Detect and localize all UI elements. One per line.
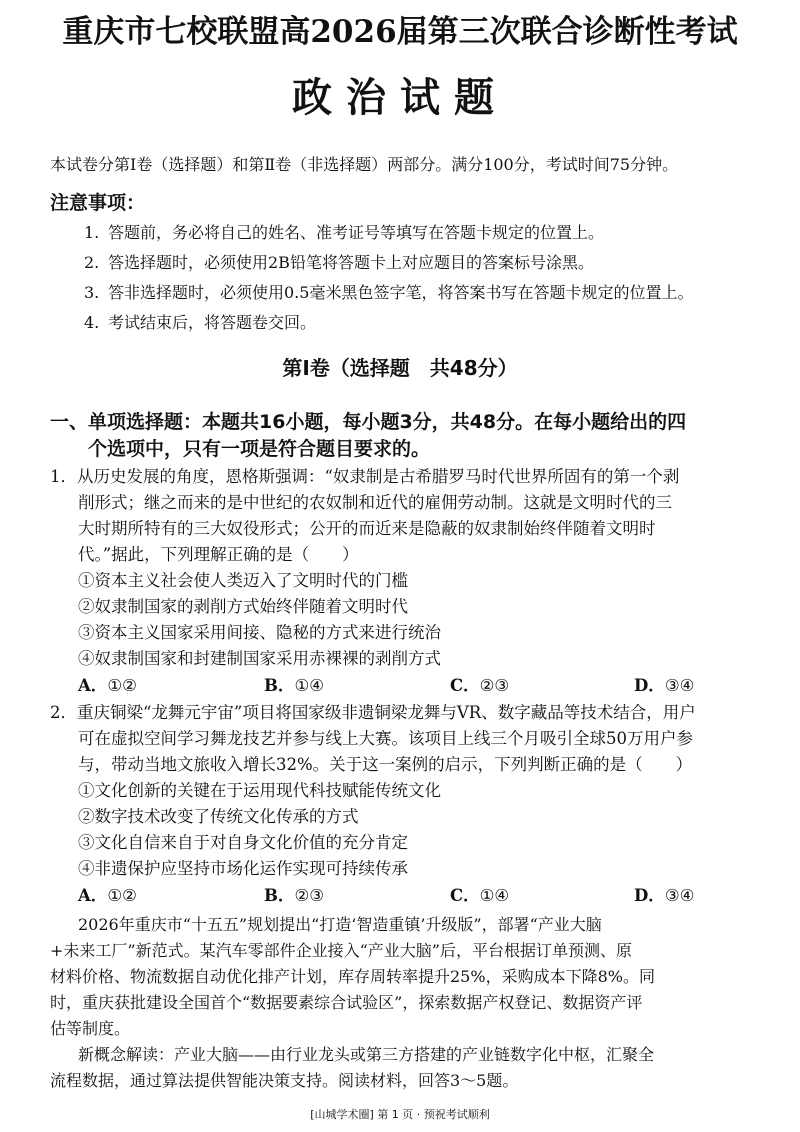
notice-text: 答选择题时，必须使用2B铅笔将答题卡上对应题目的答案标号涂黑。 <box>108 253 594 272</box>
material-line: 新概念解读：产业大脑——由行业龙头或第三方搭建的产业链数字化中枢，汇聚全 <box>78 1045 655 1064</box>
reading-material <box>50 912 770 1094</box>
option-c: C．②③ <box>450 676 510 695</box>
statement: ③文化自信来自于对自身文化价值的充分肯定 <box>78 833 408 852</box>
section-heading <box>50 409 770 463</box>
notice-text: 考试结束后，将答题卷交回。 <box>108 313 317 332</box>
option-a: A．①② <box>78 886 137 905</box>
part-heading: 第Ⅰ卷（选择题 共48分） <box>282 356 518 380</box>
notice-text: 答题前，务必将自己的姓名、准考证号等填写在答题卡规定的位置上。 <box>108 223 605 242</box>
statement: ①资本主义社会使人类迈入了文明时代的门槛 <box>78 571 408 590</box>
question-stem-line: 削形式；继之而来的是中世纪的农奴制和近代的雇佣劳动制。这就是文明时代的三 <box>78 493 672 512</box>
question-stem-line: 可在虚拟空间学习舞龙技艺并参与线上大赛。该项目上线三个月吸引全球50万用户参 <box>78 729 693 748</box>
notice-number: 3. <box>84 283 100 302</box>
notice-number: 4. <box>84 313 100 332</box>
option-b: B．②③ <box>264 886 325 905</box>
notice-item <box>84 248 784 278</box>
material-line: 2026年重庆市“十五五”规划提出“打造‘智造重镇’升级版”，部署“产业大脑 <box>78 915 602 934</box>
notice-number: 1. <box>84 223 100 242</box>
statement: ②数字技术改变了传统文化传承的方式 <box>78 807 359 826</box>
question-stem-line: 2．重庆铜梁“龙舞元宇宙”项目将国家级非遗铜梁龙舞与VR、数字藏品等技术结合，用户 <box>50 703 696 722</box>
question-stem-line: 1．从历史发展的角度，恩格斯强调：“奴隶制是古希腊罗马时代世界所固有的第一个剥 <box>50 467 680 486</box>
section-heading-line: 一、单项选择题：本题共16小题，每小题3分，共48分。在每小题给出的四 <box>50 411 687 433</box>
option-a: A．①② <box>78 676 137 695</box>
section-heading-line: 个选项中，只有一项是符合题目要求的。 <box>88 438 431 460</box>
option-b: B．①④ <box>264 676 325 695</box>
notice-item <box>84 308 784 338</box>
material-line: 时，重庆获批建设全国首个“数据要素综合试验区”，探索数据产权登记、数据资产评 <box>50 993 643 1012</box>
option-c: C．①④ <box>450 886 510 905</box>
page-footer: [山城学术圈] 第 1 页 · 预祝考试顺利 <box>310 1108 490 1121</box>
statement: ④非遗保护应坚持市场化运作实现可持续传承 <box>78 859 408 878</box>
option-d: D．③④ <box>634 886 695 905</box>
statement: ③资本主义国家采用间接、隐秘的方式来进行统治 <box>78 623 441 642</box>
exam-intro: 本试卷分第Ⅰ卷（选择题）和第Ⅱ卷（非选择题）两部分。满分100分，考试时间75分钟。 <box>50 155 679 174</box>
answer-options <box>50 882 770 910</box>
notice-text: 答非选择题时，必须使用0.5毫米黑色签字笔，将答案书写在答题卡规定的位置上。 <box>108 283 694 302</box>
notice-list <box>84 218 784 338</box>
question-stem-line: 代。”据此，下列理解正确的是（ ） <box>78 545 359 564</box>
question-stem-line: 与，带动当地文旅收入增长32%。关于这一案例的启示，下列判断正确的是（ ） <box>78 755 693 774</box>
notice-number: 2. <box>84 253 100 272</box>
question-stem-line: 大时期所特有的三大奴役形式；公开的而近来是隐蔽的奴隶制始终伴随着文明时 <box>78 519 656 538</box>
subject-title: 政治试题 <box>292 74 508 121</box>
exam-title: 重庆市七校联盟高2026届第三次联合诊断性考试 <box>62 14 738 50</box>
statement: ①文化创新的关键在于运用现代科技赋能传统文化 <box>78 781 441 800</box>
statement: ④奴隶制国家和封建制国家采用赤裸裸的剥削方式 <box>78 649 441 668</box>
material-line: 材料价格、物流数据自动优化排产计划，库存周转率提升25%，采购成本下降8%。同 <box>50 967 655 986</box>
notice-heading: 注意事项： <box>50 192 146 214</box>
notice-item <box>84 278 784 308</box>
material-line: 流程数据，通过算法提供智能决策支持。阅读材料，回答3～5题。 <box>50 1071 519 1090</box>
notice-item <box>84 218 784 248</box>
question-2 <box>50 700 770 910</box>
question-1 <box>50 464 770 700</box>
material-line: +未来工厂”新范式。某汽车零部件企业接入“产业大脑”后，平台根据订单预测、原 <box>50 941 632 960</box>
material-line: 估等制度。 <box>50 1019 131 1038</box>
answer-options <box>50 672 770 700</box>
statement: ②奴隶制国家的剥削方式始终伴随着文明时代 <box>78 597 408 616</box>
option-d: D．③④ <box>634 676 695 695</box>
